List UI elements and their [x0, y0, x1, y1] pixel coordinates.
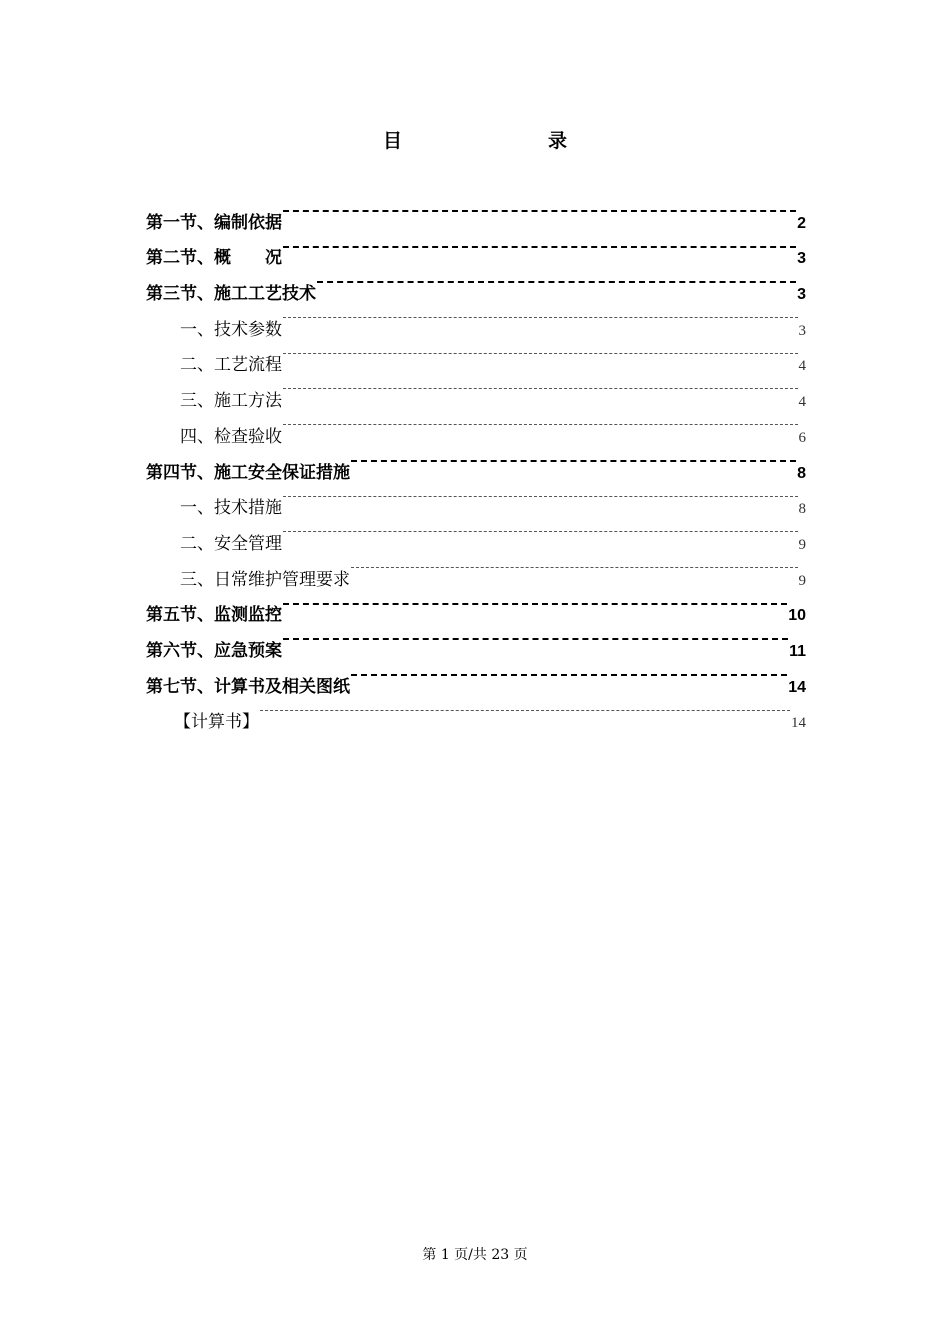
toc-entry-label: 二、安全管理 [180, 533, 282, 554]
toc-leader [283, 299, 798, 335]
toc-entry-label: 第七节、计算书及相关图纸 [146, 676, 350, 697]
toc-entry-label: 四、检查验收 [180, 426, 282, 447]
toc-leader [260, 692, 790, 728]
toc-entry-page: 2 [797, 214, 806, 232]
toc-entry-page: 4 [798, 394, 806, 411]
toc-leader [283, 585, 787, 621]
toc-leader [283, 192, 796, 228]
toc-entry-page: 3 [797, 286, 806, 304]
toc-entry-page: 10 [788, 607, 806, 625]
toc-entry-label: 第五节、监测监控 [146, 605, 282, 626]
toc-leader [351, 442, 796, 478]
page-footer: 第 1 页/共 23 页 [422, 1247, 528, 1263]
toc-entry-page: 14 [791, 715, 806, 732]
toc-entry-page: 4 [798, 358, 806, 375]
toc-entry-page: 8 [797, 464, 806, 482]
toc-entry-label: 三、日常维护管理要求 [180, 569, 350, 590]
toc-entry-label: 第三节、施工工艺技术 [146, 284, 316, 305]
toc-entry-label: 一、技术措施 [180, 498, 282, 519]
toc-leader [351, 549, 798, 585]
toc-list [146, 192, 806, 733]
toc-entry-page: 11 [789, 642, 806, 660]
toc-entry-page: 3 [797, 250, 806, 268]
toc-entry-label: 第六节、应急预案 [146, 640, 282, 661]
toc-entry-label: 第一节、编制依据 [146, 212, 282, 233]
toc-leader [283, 228, 796, 264]
toc-entry-page: 6 [798, 429, 806, 446]
toc-leader [283, 406, 798, 442]
toc-entry-page: 9 [798, 536, 806, 553]
toc-leader [317, 263, 796, 299]
toc-title: 目 录 [382, 130, 603, 152]
toc-entry-page: 9 [798, 572, 806, 589]
toc-leader [283, 620, 788, 656]
toc-entry-page: 3 [798, 322, 806, 339]
toc-leader [283, 335, 798, 371]
toc-entry[interactable] [146, 192, 806, 233]
toc-entry-label: 第四节、施工安全保证措施 [146, 462, 350, 483]
toc-entry-label: 一、技术参数 [180, 319, 282, 340]
toc-entry-label: 第二节、概 况 [146, 248, 282, 269]
toc-leader [283, 478, 798, 514]
toc-entry-label: 二、工艺流程 [180, 355, 282, 376]
toc-leader [283, 370, 798, 406]
toc-entry-label: 【计算书】 [174, 712, 259, 733]
toc-entry-page: 8 [798, 501, 806, 518]
toc-entry-label: 三、施工方法 [180, 391, 282, 412]
toc-leader [283, 513, 798, 549]
toc-leader [351, 656, 787, 692]
toc-entry-page: 14 [788, 678, 806, 696]
